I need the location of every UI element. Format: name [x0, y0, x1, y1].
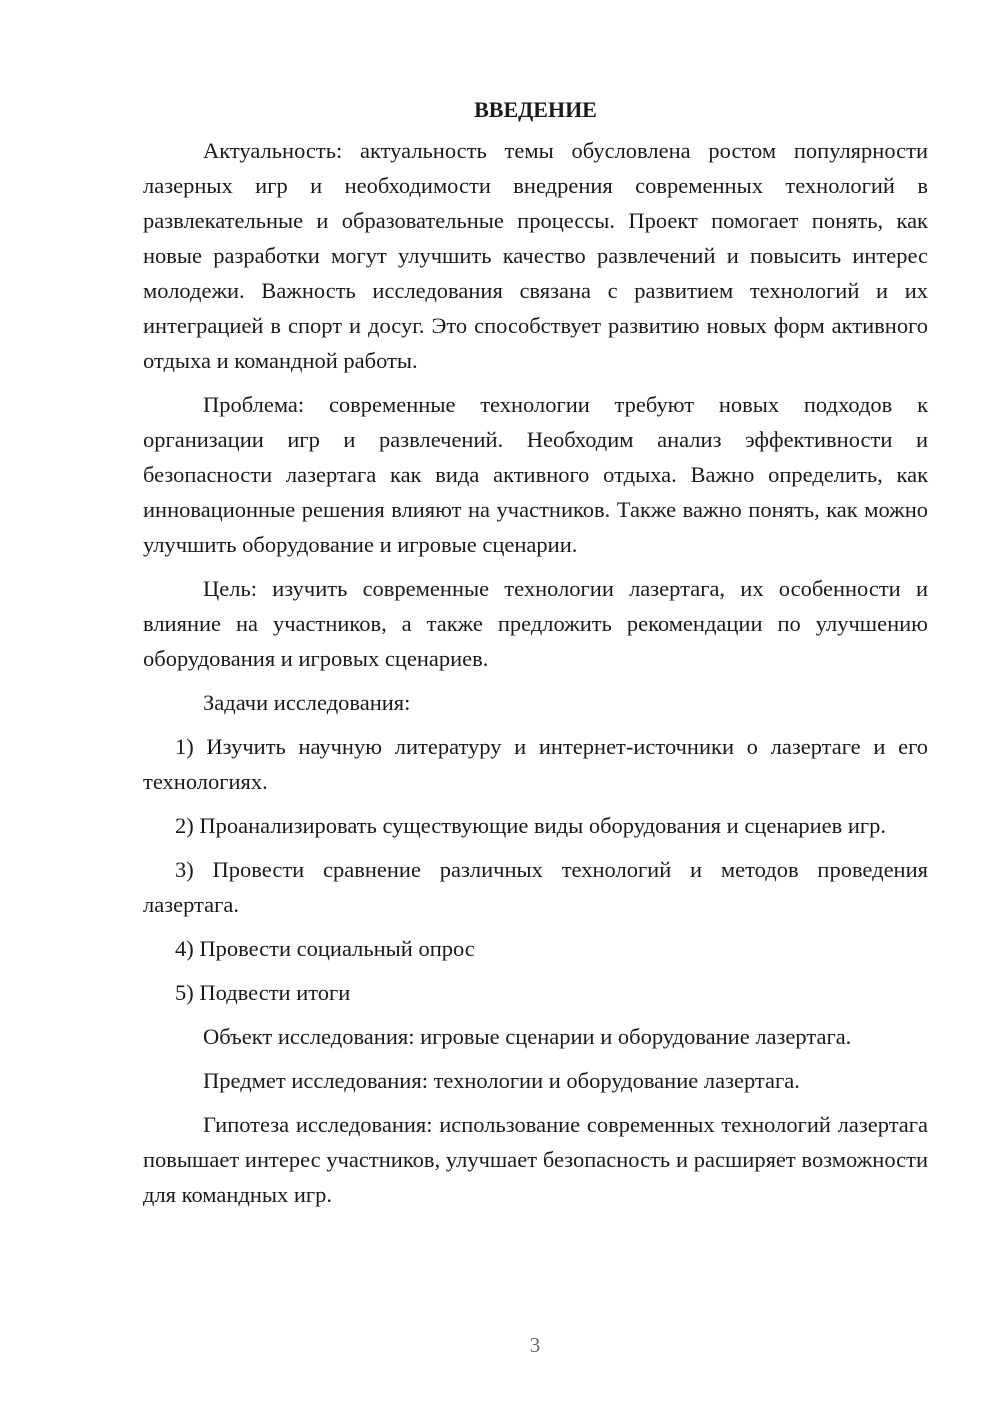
object-paragraph: Объект исследования: игровые сценарии и оборудование лазертага. — [203, 1024, 852, 1049]
page-number: 3 — [529, 1333, 541, 1357]
tasks-list — [143, 729, 928, 1010]
document-page — [143, 92, 928, 1212]
goal-paragraph: Цель: изучить современные технологии лазертага, их особенности и влияние на участников, а также предложить рекомендации по улучшению оборудования и игровых сценариев. — [143, 576, 928, 671]
list-item: 1) Изучить научную литературу и интернет-источники о лазертаге и его технологиях. — [143, 734, 928, 794]
list-item: 5) Подвести итоги — [175, 980, 351, 1005]
section-heading: ВВЕДЕНИЕ — [474, 97, 597, 122]
list-item: 3) Провести сравнение различных технологий и методов проведения лазертага. — [143, 857, 928, 917]
hypothesis-paragraph: Гипотеза исследования: использование современных технологий лазертага повышает интерес участников, улучшает безопасность и расширяет возможности для командных игр. — [143, 1112, 928, 1207]
subject-paragraph: Предмет исследования: технологии и оборудование лазертага. — [203, 1068, 800, 1093]
list-item: 2) Проанализировать существующие виды оборудования и сценариев игр. — [175, 813, 887, 838]
relevance-paragraph: Актуальность: актуальность темы обусловлена ростом популярности лазерных игр и необходимости внедрения современных технологий в развлекательные и образовательные процессы. Проект помогает понять, как новые разработки могут улучшить качество развлечений и повысить интерес молодежи. Важность исследования связана с развитием технологий и их интеграцией в спорт и досуг. Это способствует развитию новых форм активного отдыха и командной работы. — [143, 138, 928, 373]
problem-paragraph: Проблема: современные технологии требуют новых подходов к организации игр и развлечений. Необходим анализ эффективности и безопасности лазертага как вида активного отдыха. Важно определить, как инновационные решения влияют на участников. Также важно понять, как можно улучшить оборудование и игровые сценарии. — [143, 392, 928, 557]
tasks-title: Задачи исследования: — [203, 690, 411, 715]
list-item: 4) Провести социальный опрос — [175, 936, 475, 961]
